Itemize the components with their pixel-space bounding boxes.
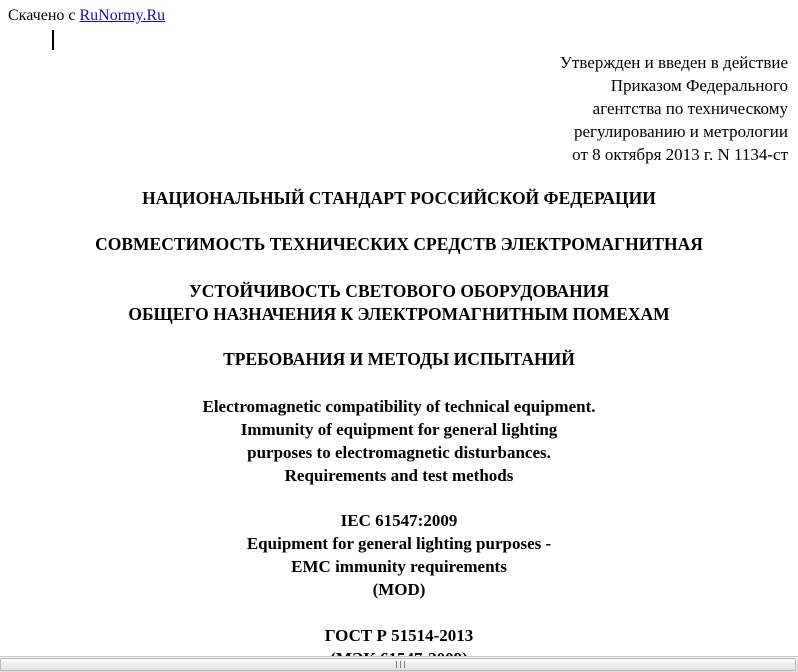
approval-line: агентства по техническому <box>592 99 788 118</box>
immunity-heading-line: УСТОЙЧИВОСТЬ СВЕТОВОГО ОБОРУДОВАНИЯ <box>188 281 610 301</box>
iec-reference <box>0 509 798 601</box>
english-title-line: Electromagnetic compatibility of technical equipment. <box>202 397 596 416</box>
immunity-heading-line: ОБЩЕГО НАЗНАЧЕНИЯ К ЭЛЕКТРОМАГНИТНЫМ ПОМЕХАМ <box>128 304 670 324</box>
horizontal-scrollbar[interactable] <box>0 656 798 672</box>
national-standard-heading: НАЦИОНАЛЬНЫЙ СТАНДАРТ РОССИЙСКОЙ ФЕДЕРАЦИИ <box>142 188 656 208</box>
approval-line: Приказом Федерального <box>610 76 788 95</box>
iec-line: EMC immunity requirements <box>291 557 507 576</box>
iec-line: IEC 61547:2009 <box>340 511 458 530</box>
english-title-line: purposes to electromagnetic disturbances. <box>247 443 551 462</box>
english-title <box>0 395 798 487</box>
immunity-heading <box>0 280 798 326</box>
iec-line: Equipment for general lighting purposes - <box>246 534 552 553</box>
scrollbar-thumb[interactable] <box>0 658 796 671</box>
english-title-line: Requirements and test methods <box>284 466 514 485</box>
approval-block <box>560 51 788 166</box>
grip-icon <box>396 661 405 668</box>
gost-number: ГОСТ Р 51514-2013 <box>324 626 474 645</box>
requirements-heading: ТРЕБОВАНИЯ И МЕТОДЫ ИСПЫТАНИЙ <box>223 349 575 369</box>
approval-line: от 8 октября 2013 г. N 1134-ст <box>572 145 788 164</box>
source-prefix: Скачено с <box>8 7 80 24</box>
source-line <box>8 6 165 25</box>
approval-line: Утвержден и введен в действие <box>559 53 788 72</box>
approval-line: регулированию и метрологии <box>573 122 788 141</box>
text-cursor <box>52 30 54 50</box>
compatibility-heading: СОВМЕСТИМОСТЬ ТЕХНИЧЕСКИХ СРЕДСТВ ЭЛЕКТРОМАГНИТНАЯ <box>95 234 703 254</box>
iec-line: (MOD) <box>372 580 426 599</box>
source-link[interactable]: RuNormy.Ru <box>79 7 166 24</box>
english-title-line: Immunity of equipment for general lighting <box>240 420 558 439</box>
